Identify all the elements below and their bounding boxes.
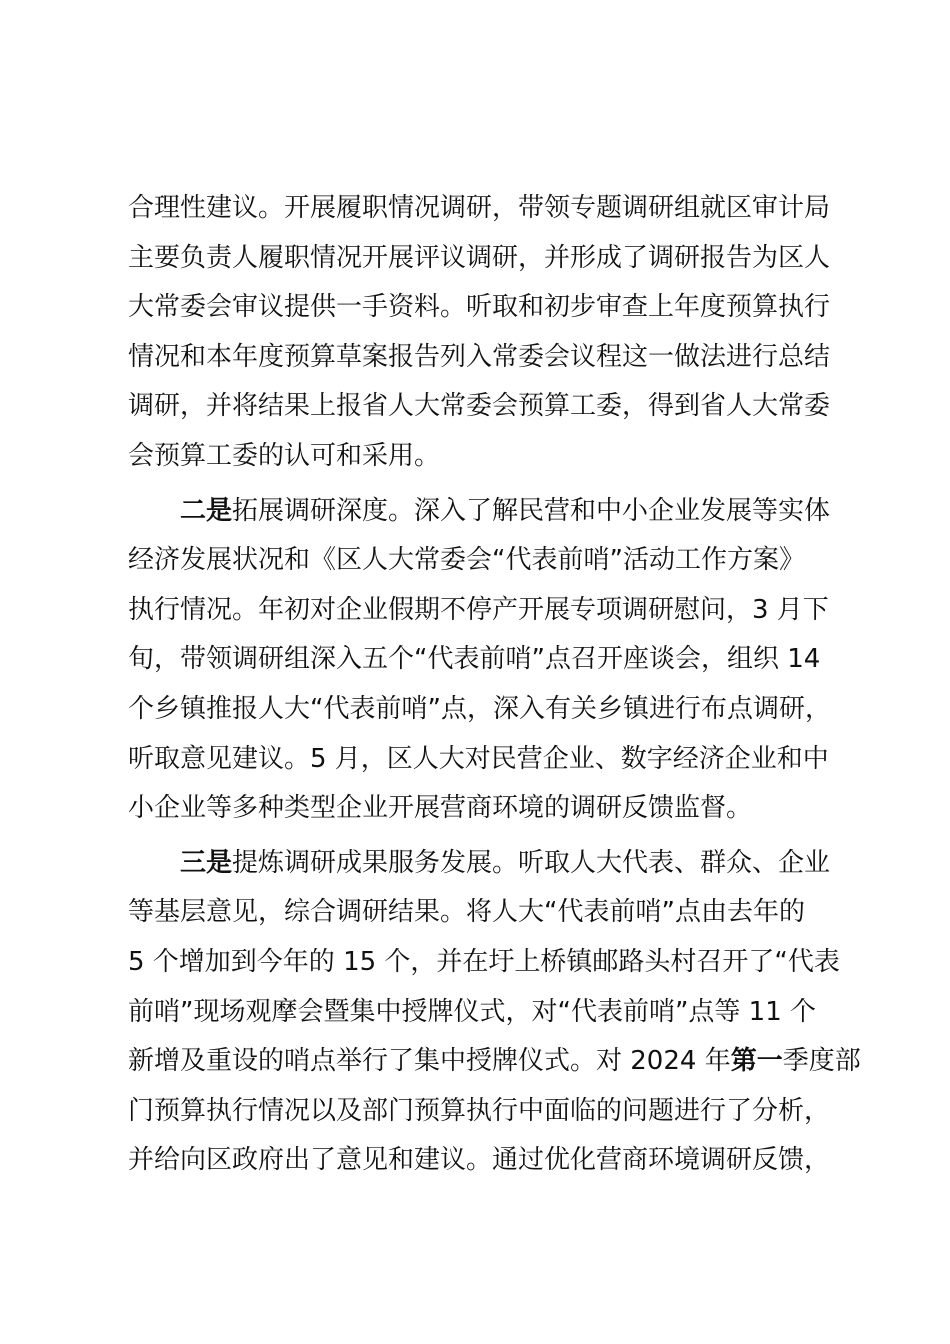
document-body bbox=[128, 184, 861, 1186]
text-line: 会预算工委的认可和采用。 bbox=[128, 440, 441, 471]
text-line: 情况和本年度预算草案报告列入常委会议程这一做法进行总结 bbox=[128, 341, 831, 372]
text-line: 大常委会审议提供一手资料。听取和初步审查上年度预算执行 bbox=[128, 292, 831, 323]
text-line bbox=[128, 839, 848, 889]
text-line: 调研，并将结果上报省人大常委会预算工委，得到省人大常委 bbox=[128, 391, 831, 422]
text-line: 个乡镇推报人大“代表前哨”点，深入有关乡镇进行布点调研， bbox=[128, 693, 831, 724]
text-line bbox=[128, 487, 848, 537]
text-line: 并给向区政府出了意见和建议。通过优化营商环境调研反馈， bbox=[128, 1145, 831, 1176]
text-line: 前哨”现场观摩会暨集中授牌仪式，对“代表前哨”点等 11 个 bbox=[128, 996, 817, 1027]
text-line: 听取意见建议。5 月，区人大对民营企业、数字经济企业和中 bbox=[128, 743, 829, 774]
text-run: 提炼调研成果服务发展。听取人大代表、群众、企业 bbox=[232, 847, 831, 878]
text-run: 新增及重设的哨点举行了集中授牌仪式。对 2024 年 bbox=[128, 1046, 731, 1077]
text-run: 拓展调研深度。深入了解民营和中小企业发展等实体 bbox=[232, 495, 831, 526]
text-line: 执行情况。年初对企业假期不停产开展专项调研慰问，3 月下 bbox=[128, 594, 829, 625]
text-line bbox=[128, 1037, 861, 1087]
text-line: 门预算执行情况以及部门预算执行中面临的问题进行了分析， bbox=[128, 1095, 831, 1126]
text-line: 5 个增加到今年的 15 个，并在圩上桥镇邮路头村召开了“代表 bbox=[128, 946, 840, 977]
text-line: 经济发展状况和《区人大常委会“代表前哨”活动工作方案》 bbox=[128, 545, 805, 576]
paragraph-1 bbox=[128, 184, 848, 482]
bold-text-run: 第一 bbox=[730, 1046, 783, 1077]
paragraph-3 bbox=[128, 839, 861, 1186]
text-run: 季度部 bbox=[782, 1046, 861, 1077]
text-line: 合理性建议。开展履职情况调研，带领专题调研组就区审计局 bbox=[128, 193, 831, 223]
text-line: 主要负责人履职情况开展评议调研，并形成了调研报告为区人 bbox=[128, 242, 831, 273]
text-line: 旬，带领调研组深入五个“代表前哨”点召开座谈会，组织 14 bbox=[128, 644, 821, 675]
paragraph-lead: 二是 bbox=[180, 495, 233, 526]
text-line: 等基层意见，综合调研结果。将人大“代表前哨”点由去年的 bbox=[128, 897, 805, 928]
paragraph-2 bbox=[128, 487, 848, 834]
paragraph-lead: 三是 bbox=[180, 847, 233, 878]
text-line: 小企业等多种类型企业开展营商环境的调研反馈监督。 bbox=[128, 793, 753, 824]
